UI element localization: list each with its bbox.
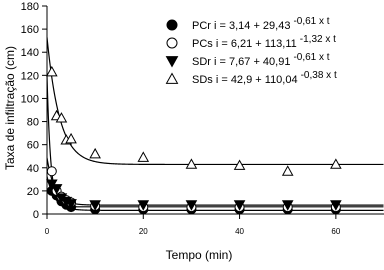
y-tick-label: 160 (20, 24, 39, 37)
x-tick-label: 20 (138, 227, 148, 236)
x-tick-label: 0 (44, 227, 50, 236)
x-axis-title: Tempo (min) (165, 248, 233, 262)
legend-label: PCr i = 3,14 + 29,43 (192, 20, 291, 32)
y-tick-label: 180 (20, 1, 39, 13)
data-point-sds (283, 166, 293, 175)
y-tick-label: 20 (26, 185, 39, 198)
data-point-sds (90, 149, 100, 158)
data-point-pcs (47, 167, 56, 176)
legend-label: SDr i = 7,67 + 40,91 (192, 56, 291, 68)
legend-exponent: -0,61 x t (293, 16, 330, 27)
legend-marker-pcr (167, 20, 177, 30)
y-tick-label: 140 (20, 47, 39, 60)
legend (167, 16, 337, 86)
legend-item-sds (167, 70, 337, 86)
legend-marker-pcs (167, 38, 177, 48)
legend-exponent: -0,38 x t (300, 70, 337, 81)
legend-label: PCs i = 6,21 + 113,11 (192, 38, 297, 50)
y-tick-label: 100 (20, 93, 39, 106)
legend-marker-sds (167, 74, 178, 84)
legend-item-pcs (167, 34, 336, 50)
y-tick-label: 80 (26, 116, 39, 129)
y-tick-label: 120 (20, 70, 39, 83)
y-axis-title: Taxa de infiltração (cm) (3, 45, 17, 171)
legend-item-sdr (167, 52, 330, 68)
y-tick-label: 0 (32, 209, 39, 221)
fit-curve-pcs (47, 76, 384, 207)
legend-label: SDs i = 42,9 + 110,04 (192, 74, 298, 86)
legend-exponent: -0,61 x t (293, 52, 330, 63)
legend-marker-sdr (167, 57, 178, 67)
legend-exponent: -1,32 x t (299, 34, 336, 45)
data-point-sds (47, 67, 57, 76)
data-point-sds (186, 159, 196, 168)
data-point-sds (331, 159, 341, 168)
data-point-sds (138, 152, 148, 161)
x-tick-label: 40 (235, 227, 245, 236)
y-tick-label: 60 (26, 139, 39, 152)
x-tick-label: 60 (331, 227, 341, 236)
y-tick-label: 40 (26, 162, 39, 175)
legend-item-pcr (167, 16, 330, 32)
